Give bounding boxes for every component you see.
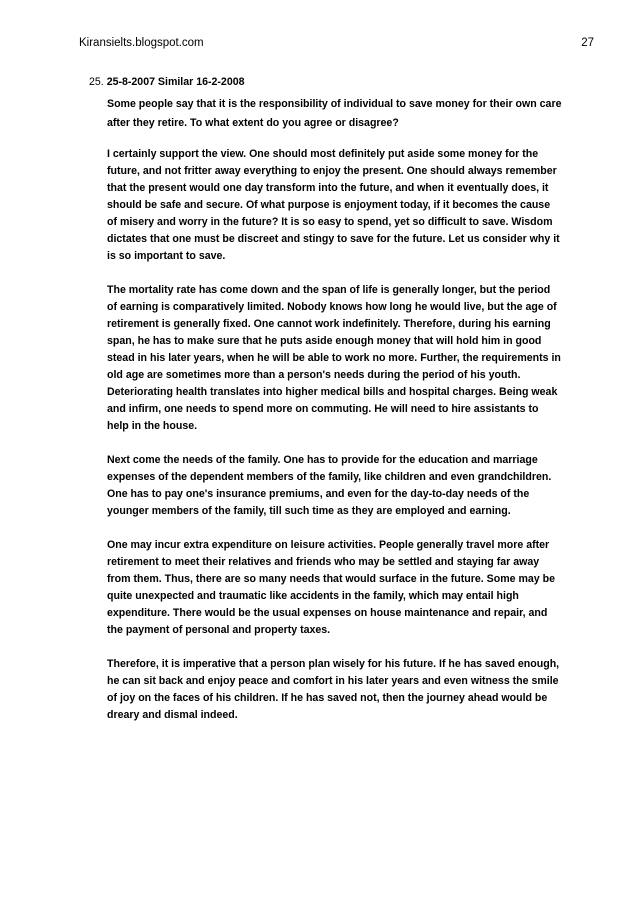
essay-body	[107, 95, 563, 741]
header-site-name: Kiransielts.blogspot.com	[79, 37, 204, 49]
question-prompt: Some people say that it is the responsibility of individual to save money for their own care after they retire. To what extent do you agree or disagree?	[107, 98, 562, 129]
question-number: 25.	[89, 76, 104, 88]
essay-paragraph-3: Next come the needs of the family. One has to provide for the education and marriage expenses of the dependent members of the family, like children and even grandchildren. One has to pay one's insurance premiums, and even for the day-to-day needs of the younger members of the family, till such time as they are employed and earning.	[107, 454, 552, 517]
question-dates: 25-8-2007 Similar 16-2-2008	[106, 76, 245, 88]
page-number: 27	[581, 37, 594, 49]
essay-paragraph-5: Therefore, it is imperative that a person plan wisely for his future. If he has saved enough, he can sit back and enjoy peace and comfort in his later years and even witness the smile of joy on the faces of his children. If he has saved not, then the journey ahead would be dreary and dismal indeed.	[107, 658, 560, 721]
question-heading	[89, 76, 245, 88]
essay-paragraph-1: I certainly support the view. One should most definitely put aside some money for the future, and not fritter away everything to enjoy the present. One should always remember that the present would one day transform into the future, and when it eventually does, it should be safe and secure. Of what purpose is enjoyment today, if it becomes the cause of misery and worry in the future? It is so easy to spend, yet so difficult to save. Wisdom dictates that one must be discreet and stingy to save for the future. Let us consider why it is so important to save.	[107, 148, 560, 262]
essay-paragraph-2: The mortality rate has come down and the span of life is generally longer, but the period of earning is comparatively limited. Nobody knows how long he would live, but the age of retirement is generally fixed. One cannot work indefinitely. Therefore, during his earning span, he has to make sure that he puts aside enough money that will hold him in good stead in his later years, when he will be able to work no more. Further, the requirements in old age are sometimes more than a person's needs during the period of his youth. Deteriorating health translates into higher medical bills and hospital charges. Being weak and infirm, one needs to spend more on commuting. He will need to hire assistants to help in the house.	[107, 284, 561, 432]
essay-paragraph-4: One may incur extra expenditure on leisure activities. People generally travel more after retirement to meet their relatives and friends who may be settled and staying far away from them. Thus, there are so many needs that would surface in the future. Some may be quite unexpected and traumatic like accidents in the family, which may entail high expenditure. There would be the usual expenses on house maintenance and repair, and the payment of personal and property taxes.	[107, 539, 555, 636]
